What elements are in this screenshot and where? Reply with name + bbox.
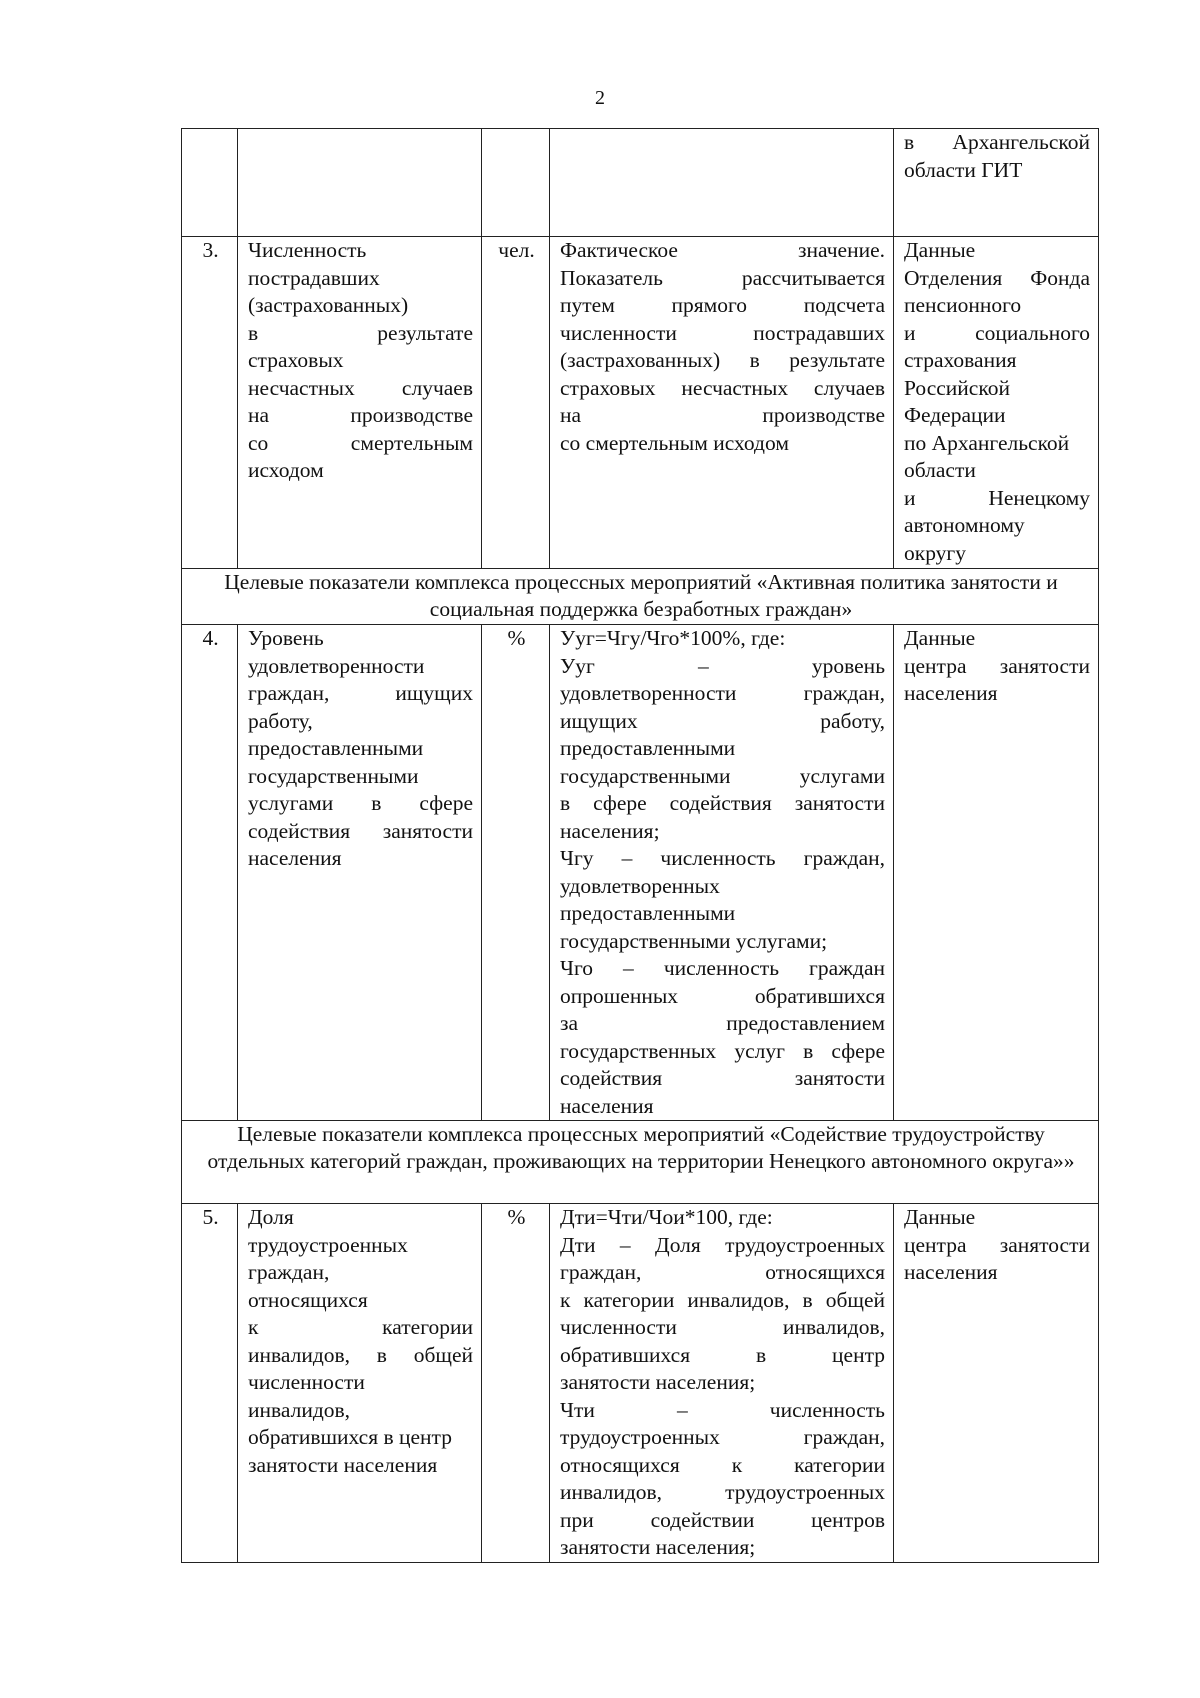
cell-text-line: инвалидов, xyxy=(248,1397,351,1422)
indicator-name-cell xyxy=(238,625,482,1121)
cell-text-line: Чго – численность граждан xyxy=(560,956,885,980)
cell-text-line: Фактическое значение. xyxy=(560,238,885,262)
cell-text-line: Российской xyxy=(904,375,1010,400)
section-header-row xyxy=(182,569,1099,625)
cell-text-line: опрошенных обратившихся xyxy=(560,983,885,1008)
cell-text-line: населения xyxy=(904,681,998,705)
cell-text-line: населения; xyxy=(560,818,660,843)
cell-text-line: и социального xyxy=(904,320,1090,345)
cell-text-line: граждан, xyxy=(248,1260,330,1284)
cell-text-line: области xyxy=(904,458,976,482)
cell-text-line: граждан, ищущих xyxy=(248,681,473,705)
cell-text-line: населения xyxy=(904,1260,998,1284)
cell-text-line: занятости населения xyxy=(248,1452,438,1477)
unit-cell: % xyxy=(482,625,550,1121)
cell-text-line: Уровень xyxy=(248,626,324,650)
cell-text-line: обратившихся в центр xyxy=(560,1342,885,1367)
cell-text-line: инвалидов, трудоустроенных xyxy=(560,1480,885,1504)
cell-text-line: относящихся xyxy=(248,1287,368,1312)
cell-text-line: удовлетворенных xyxy=(560,873,720,898)
row-number: 5. xyxy=(182,1204,238,1563)
cell-text-line: предоставленными xyxy=(248,736,424,760)
cell-text-line: в результате xyxy=(248,320,473,345)
cell-text-line: со смертельным xyxy=(248,430,473,455)
cell-text-line: по Архангельской xyxy=(904,430,1070,455)
cell-text-line: на производстве xyxy=(248,403,473,427)
cell-text-line: содействия занятости xyxy=(560,1066,885,1090)
cell-text-line: Данные xyxy=(904,238,976,262)
cell-text-line: страхования xyxy=(904,348,1017,372)
cell-text-line: на производстве xyxy=(560,403,885,427)
cell-text-line: государственных услуг в сфере xyxy=(560,1038,885,1063)
cell-text-line: содействия занятости xyxy=(248,818,473,843)
section-header-row xyxy=(182,1121,1099,1204)
cell-text-line: Отделения Фонда xyxy=(904,265,1090,290)
cell-text-line: области ГИТ xyxy=(904,157,1023,182)
cell-text-line: автономному xyxy=(904,513,1025,537)
cell-text-line: к категории инвалидов, в общей xyxy=(560,1287,885,1312)
cell-text-line: Численность xyxy=(248,238,367,262)
cell-text-line: Доля xyxy=(248,1205,294,1229)
cell-text-line: государственными услугами xyxy=(560,763,885,788)
cell-text-line: в сфере содействия занятости xyxy=(560,791,885,815)
cell-text-line: относящихся к категории xyxy=(560,1452,885,1477)
cell-text-line: исходом xyxy=(248,458,324,482)
cell-text-line: населения xyxy=(248,846,342,870)
cell-text-line: предоставленными xyxy=(560,901,736,925)
cell-text-line: путем прямого подсчета xyxy=(560,293,885,317)
row-number: 3. xyxy=(182,237,238,569)
indicator-name-cell xyxy=(238,1204,482,1563)
cell-text-line: Чгу – численность граждан, xyxy=(560,846,885,870)
table-row-continuation xyxy=(182,129,1099,237)
cell-text-line: и Ненецкому xyxy=(904,485,1090,510)
cell-text-line: государственными услугами; xyxy=(560,928,828,953)
cell-text-line: пенсионного xyxy=(904,293,1022,317)
section-title: Целевые показатели комплекса процессных мероприятий «Активная политика занятости и социальная поддержка безработных граждан» xyxy=(182,569,1099,625)
cell-text-line: удовлетворенности граждан, xyxy=(560,681,885,705)
cell-text-line: страховых несчастных случаев xyxy=(560,375,885,400)
cell-text-line: предоставленными xyxy=(560,736,736,760)
cell-text-line: государственными xyxy=(248,763,419,788)
cell-source xyxy=(894,129,1099,237)
cell-text-line: в Архангельской xyxy=(904,130,1090,154)
cell-text-line: (застрахованных) xyxy=(248,293,409,317)
source-cell xyxy=(894,237,1099,569)
cell-text-line: обратившихся в центр xyxy=(248,1425,452,1449)
source-cell xyxy=(894,1204,1099,1563)
cell-text-line: страховых xyxy=(248,348,344,372)
cell-method xyxy=(550,129,894,237)
cell-unit xyxy=(482,129,550,237)
cell-text-line: центра занятости xyxy=(904,1232,1090,1257)
cell-text-line: инвалидов, в общей xyxy=(248,1342,473,1367)
cell-name xyxy=(238,129,482,237)
source-cell xyxy=(894,625,1099,1121)
cell-text-line: при содействии центров xyxy=(560,1507,885,1532)
cell-text-line: со смертельным исходом xyxy=(560,430,789,455)
cell-text-line: занятости населения; xyxy=(560,1535,756,1559)
cell-text-line: трудоустроенных xyxy=(248,1232,408,1257)
cell-text-line: численности пострадавших xyxy=(560,320,885,345)
cell-text-line: центра занятости xyxy=(904,653,1090,678)
unit-cell: % xyxy=(482,1204,550,1563)
cell-text-line: работу, xyxy=(248,708,313,733)
cell-text-line: Показатель рассчитывается xyxy=(560,265,885,290)
cell-text-line: граждан, относящихся xyxy=(560,1260,885,1284)
cell-text-line: Ууг – уровень xyxy=(560,653,885,678)
cell-text-line: Федерации xyxy=(904,403,1006,427)
cell-text-line: населения xyxy=(560,1093,654,1118)
cell-text-line: численности xyxy=(248,1370,365,1394)
cell-text-line: Чти – численность xyxy=(560,1397,885,1422)
cell-text-line: Данные xyxy=(904,1205,976,1229)
cell-text-line: Ууг=Чгу/Чго*100%, где: xyxy=(560,626,786,650)
cell-text-line: численности инвалидов, xyxy=(560,1315,885,1339)
cell-text-line: ищущих работу, xyxy=(560,708,885,733)
row-number: 4. xyxy=(182,625,238,1121)
section-title: Целевые показатели комплекса процессных мероприятий «Содействие трудоустройству отдельных категорий граждан, проживающих на территории Ненецкого автономного округа»» xyxy=(182,1121,1099,1204)
table-row-5 xyxy=(182,1204,1099,1563)
cell-text-line: Данные xyxy=(904,626,976,650)
cell-text-line: Дти – Доля трудоустроенных xyxy=(560,1232,885,1257)
cell-text-line: занятости населения; xyxy=(560,1370,756,1394)
table-row-3 xyxy=(182,237,1099,569)
cell-text-line: несчастных случаев xyxy=(248,375,473,400)
table-row-4 xyxy=(182,625,1099,1121)
cell-text-line: услугами в сфере xyxy=(248,791,473,815)
method-cell xyxy=(550,625,894,1121)
cell-text-line: пострадавших xyxy=(248,265,380,290)
cell-text-line: удовлетворенности xyxy=(248,653,425,678)
cell-text-line: за предоставлением xyxy=(560,1011,885,1035)
cell-text-line: округу xyxy=(904,540,966,565)
cell-text-line: Дти=Чти/Чои*100, где: xyxy=(560,1205,773,1229)
page-number: 2 xyxy=(595,87,605,109)
indicator-name-cell xyxy=(238,237,482,569)
cell-num xyxy=(182,129,238,237)
cell-text-line: к категории xyxy=(248,1315,473,1339)
unit-cell: чел. xyxy=(482,237,550,569)
cell-text-line: (застрахованных) в результате xyxy=(560,348,885,372)
method-cell xyxy=(550,1204,894,1563)
cell-text-line: трудоустроенных граждан, xyxy=(560,1425,885,1449)
method-cell xyxy=(550,237,894,569)
indicators-table xyxy=(181,128,1099,1563)
